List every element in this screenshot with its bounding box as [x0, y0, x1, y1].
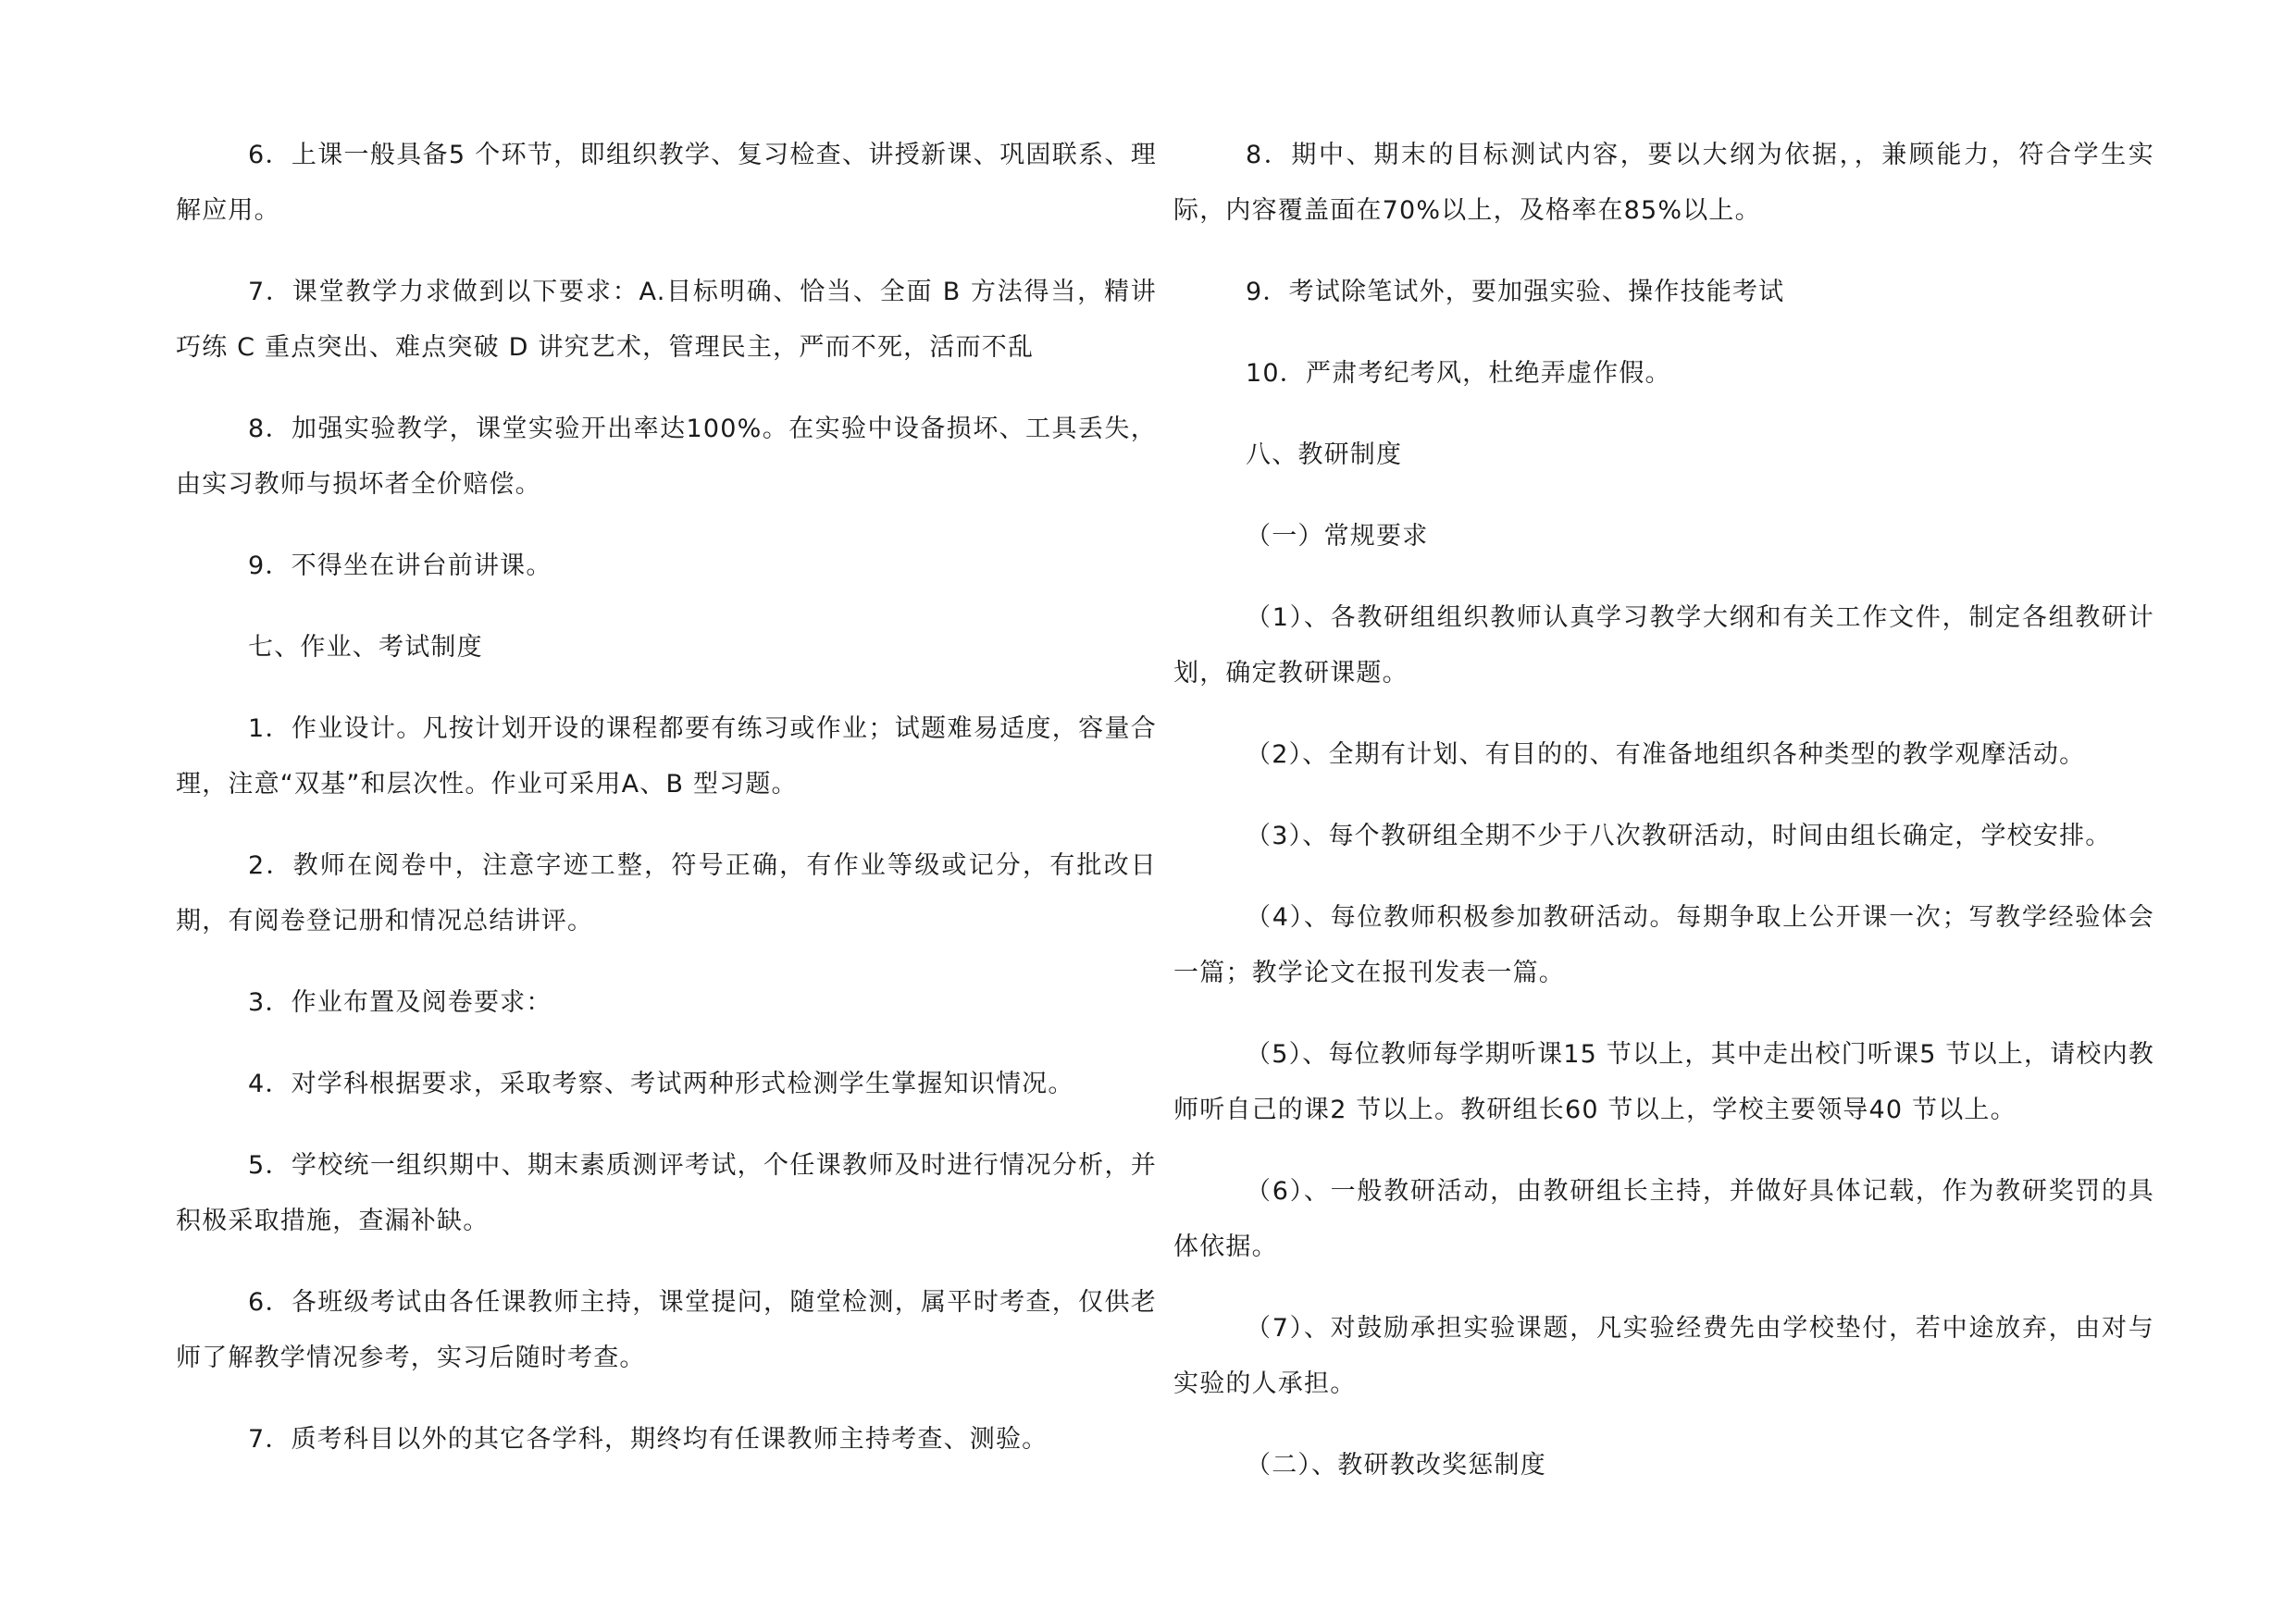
paragraph: （3）、每个教研组全期不少于八次教研活动，时间由组长确定，学校安排。 [1246, 822, 2112, 850]
paragraph: 6．上课一般具备5 个环节，即组织教学、复习检查、讲授新课、巩固联系、理解应用。 [176, 141, 1157, 225]
section-heading: 七、作业、考试制度 [248, 633, 483, 662]
paragraph: （7）、对鼓励承担实验课题，凡实验经费先由学校垫付，若中途放弃，由对与实验的人承担。 [1173, 1314, 2154, 1398]
paragraph: （2）、全期有计划、有目的的、有准备地组织各种类型的教学观摩活动。 [1246, 740, 2086, 769]
paragraph: 8．期中、期末的目标测试内容，要以大纲为依据，，兼顾能力，符合学生实际，内容覆盖面在70%以上，及格率在85%以上。 [1173, 141, 2154, 225]
left-column [176, 128, 1157, 1493]
paragraph: （6）、一般教研活动，由教研组长主持，并做好具体记载，作为教研奖罚的具体依据。 [1173, 1177, 2154, 1261]
paragraph: 8．加强实验教学，课堂实验开出率达100%。在实验中设备损坏、工具丢失，由实习教师与损坏者全价赔偿。 [176, 415, 1157, 499]
paragraph: 5．学校统一组织期中、期末素质测评考试，个任课教师及时进行情况分析，并积极采取措施，查漏补缺。 [176, 1151, 1157, 1235]
section-heading: 八、教研制度 [1246, 440, 1403, 469]
paragraph: 7．课堂教学力求做到以下要求：A.目标明确、恰当、全面 B 方法得当，精讲巧练 C 重点突出、难点突破 D 讲究艺术，管理民主，严而不死，活而不乱 [176, 278, 1157, 362]
paragraph: 9．考试除笔试外，要加强实验、操作技能考试 [1246, 278, 1785, 306]
paragraph: 2．教师在阅卷中，注意字迹工整，符号正确，有作业等级或记分，有批改日期，有阅卷登记册和情况总结讲评。 [176, 851, 1157, 935]
paragraph: 1．作业设计。凡按计划开设的课程都要有练习或作业；试题难易适度，容量合理，注意“双基”和层次性。作业可采用A、B 型习题。 [176, 714, 1157, 799]
paragraph: （1）、各教研组组织教师认真学习教学大纲和有关工作文件，制定各组教研计划，确定教研课题。 [1173, 603, 2154, 688]
paragraph: 4．对学科根据要求，采取考察、考试两种形式检测学生掌握知识情况。 [248, 1070, 1074, 1098]
right-column [1173, 128, 2154, 1519]
paragraph: 7．质考科目以外的其它各学科，期终均有任课教师主持考查、测验。 [248, 1425, 1049, 1454]
paragraph: （4）、每位教师积极参加教研活动。每期争取上公开课一次；写教学经验体会一篇；教学论文在报刊发表一篇。 [1173, 903, 2154, 987]
paragraph: 10．严肃考纪考风，杜绝弄虚作假。 [1246, 359, 1671, 388]
paragraph: 3．作业布置及阅卷要求： [248, 988, 552, 1017]
paragraph: 9．不得坐在讲台前讲课。 [248, 551, 552, 580]
subsection-heading: （一）常规要求 [1246, 522, 1429, 551]
subsection-heading: （二）、教研教改奖惩制度 [1246, 1451, 1546, 1480]
paragraph: 6．各班级考试由各任课教师主持，课堂提问，随堂检测，属平时考查，仅供老师了解教学情况参考，实习后随时考查。 [176, 1288, 1157, 1372]
paragraph: （5）、每位教师每学期听课15 节以上，其中走出校门听课5 节以上，请校内教师听自己的课2 节以上。教研组长60 节以上，学校主要领导40 节以上。 [1173, 1040, 2154, 1124]
